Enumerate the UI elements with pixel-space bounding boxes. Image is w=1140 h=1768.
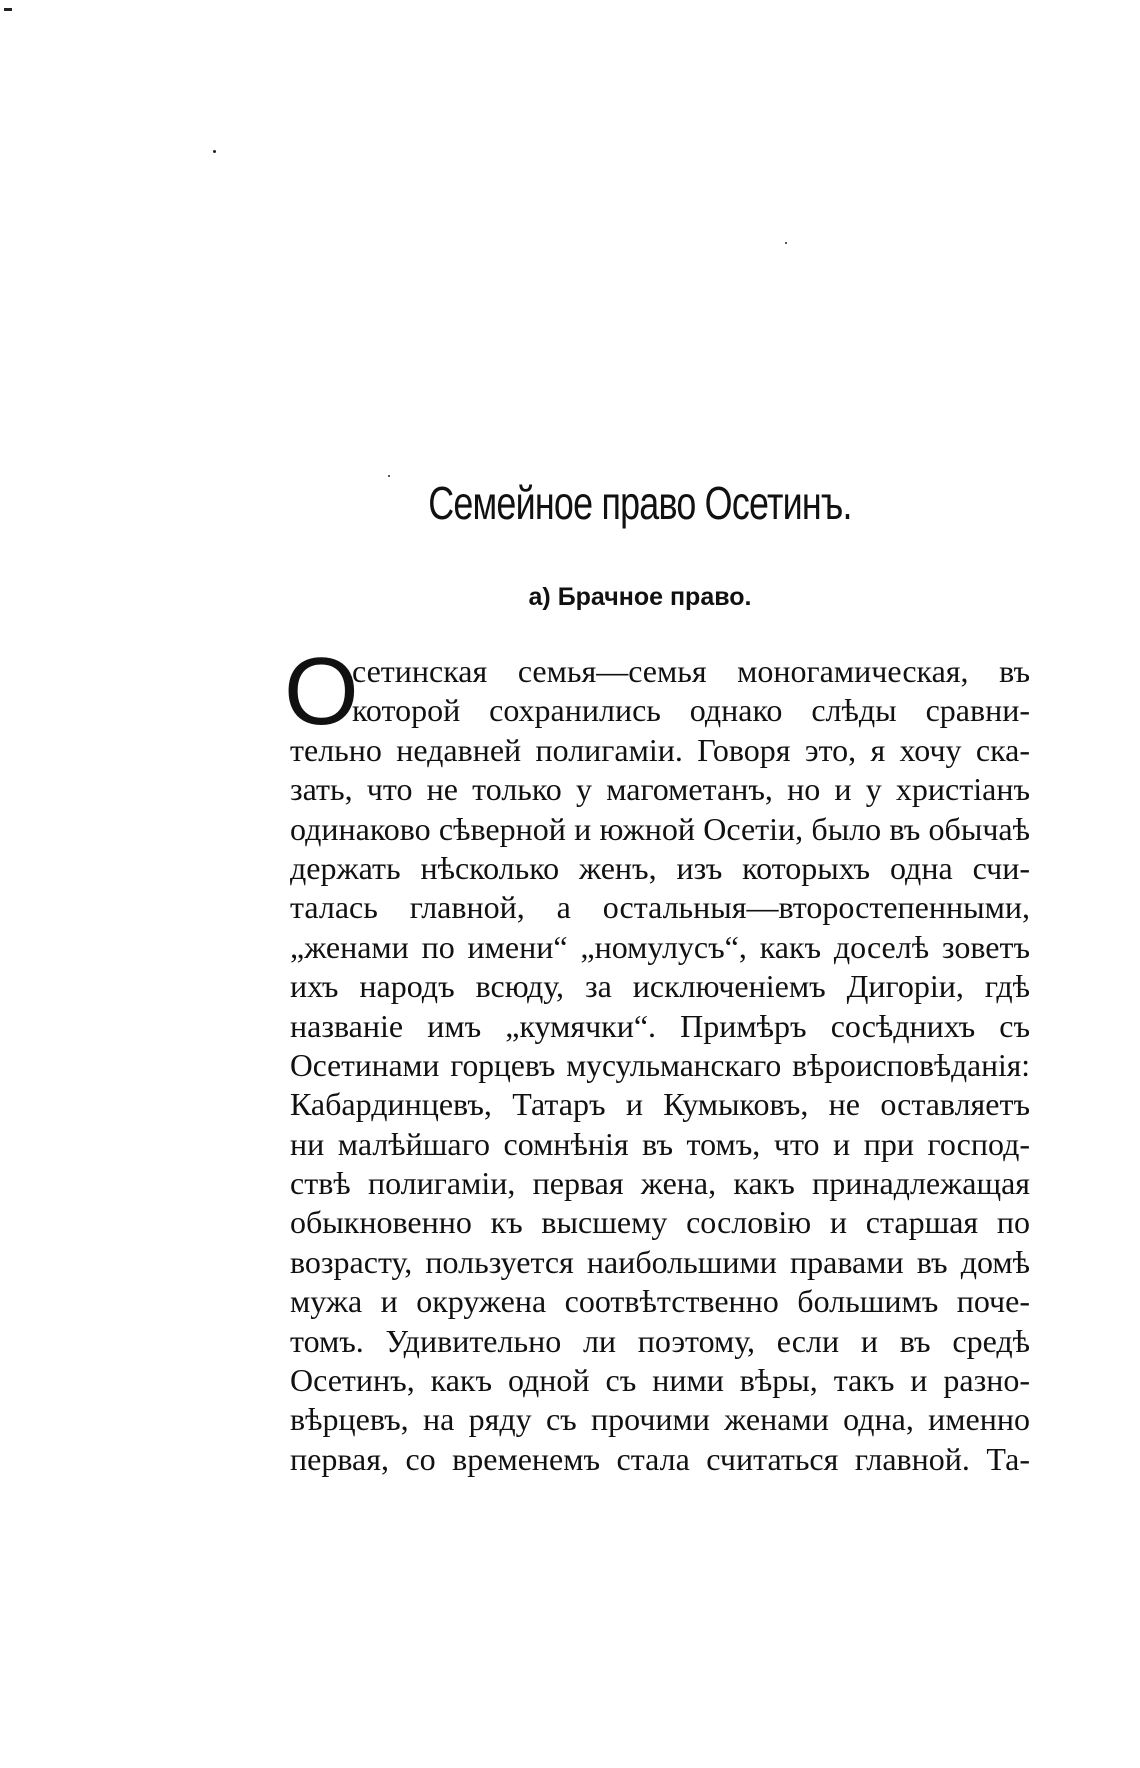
text-line: Осетинъ, какъ одной съ ними вѣры, такъ и разно- [290, 1362, 1030, 1399]
chapter-title: Семейное право Осетинъ. [428, 477, 852, 529]
text-line: мужа и окружена соотвѣтственно большимъ поче- [290, 1283, 1030, 1320]
scan-speck [785, 242, 787, 244]
scan-speck [388, 475, 390, 477]
section-heading: а) Брачное право. [528, 583, 752, 611]
text-line: вѣрцевъ, на ряду съ прочими женами одна, именно [290, 1401, 1030, 1438]
body-paragraph [284, 638, 1030, 1479]
text-line: тельно недавней полигамiи. Говоря это, я хочу ска- [290, 731, 1030, 768]
text-line: ни малѣйшаго сомнѣнiя въ томъ, что и при господ- [290, 1125, 1030, 1162]
text-line: держать нѣсколько женъ, изъ которыхъ одна счи- [290, 849, 1030, 886]
drop-cap: О [284, 638, 359, 745]
text-line: томъ. Удивительно ли поэтому, если и въ средѣ [290, 1322, 1030, 1359]
text-line: Осетинами горцевъ мусульманскаго вѣроисповѣданiя: [290, 1047, 1030, 1083]
text-line: ихъ народъ всюду, за исключенiемъ Дигорiи, гдѣ [290, 968, 1030, 1005]
text-line: Кабардинцевъ, Татаръ и Кумыковъ, не оставляетъ [290, 1086, 1030, 1123]
text-line: талась главной, а остальныя—второстепенными, [290, 889, 1030, 926]
scan-speck [213, 150, 216, 153]
text-line: „женами по имени“ „номулусъ“, какъ доселѣ зоветъ [290, 928, 1030, 965]
text-line: названiе имъ „кумячки“. Примѣръ сосѣднихъ съ [290, 1007, 1030, 1044]
scan-edge-mark [4, 8, 12, 11]
text-line: обыкновенно къ высшему сословiю и старшая по [290, 1204, 1030, 1241]
text-line: сетинская семья—семья моногамическая, въ [352, 653, 1030, 689]
text-line: ствѣ полигамiи, первая жена, какъ принадлежащая [290, 1165, 1030, 1202]
text-line: возрасту, пользуется наибольшими правами въ домѣ [290, 1243, 1030, 1280]
text-line: одинаково сѣверной и южной Осетiи, было въ обычаѣ [290, 810, 1030, 847]
text-line: зать, что не только у магометанъ, но и у христiанъ [290, 771, 1030, 808]
text-line: которой сохранились однако слѣды сравни- [352, 692, 1030, 729]
text-line: первая, со временемъ стала считаться главной. Та- [290, 1440, 1030, 1477]
